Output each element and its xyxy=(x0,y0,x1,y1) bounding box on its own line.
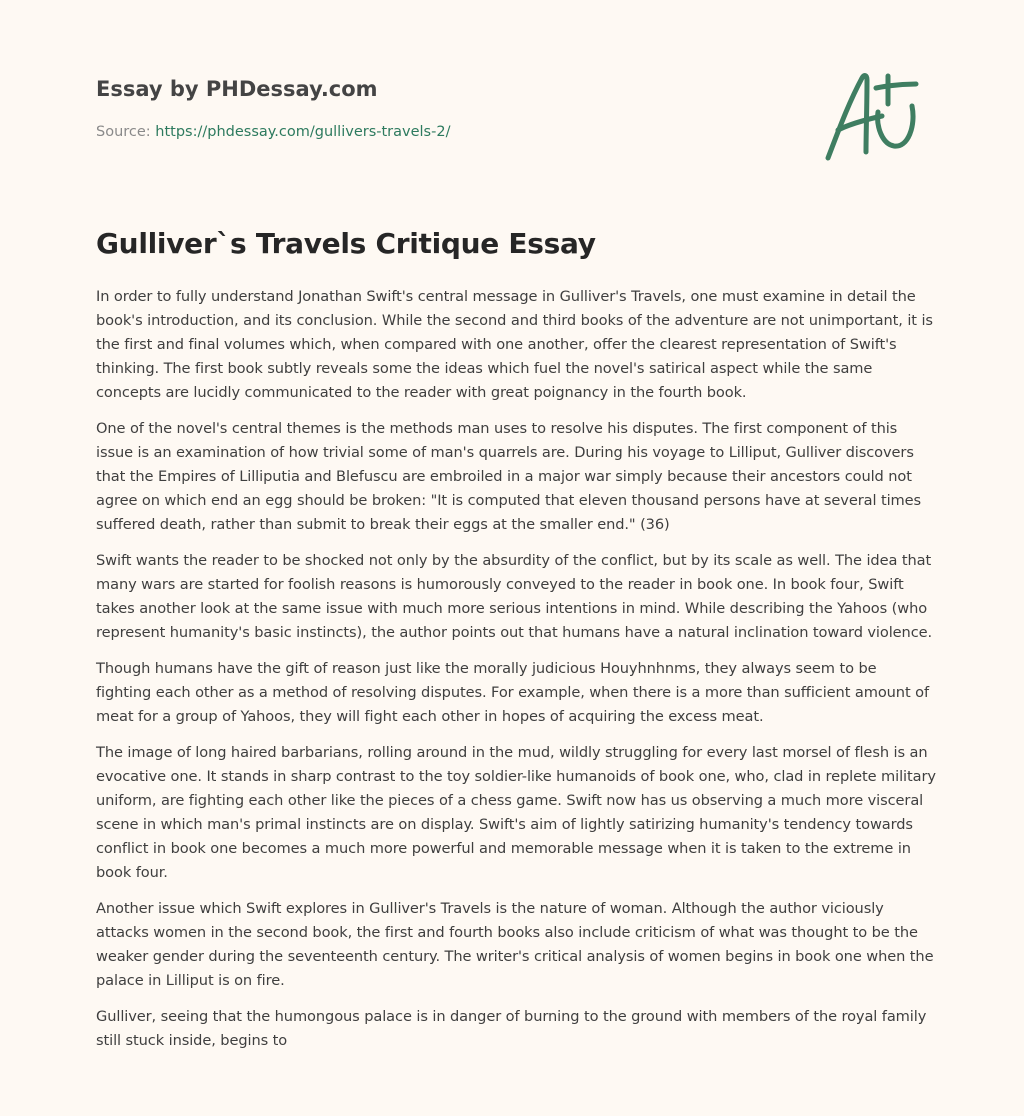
essay-paragraph: In order to fully understand Jonathan Swift's central message in Gulliver's Travels, one must examine in detail the book's introduction, and its conclusion. While the second and third books of the adventure are not unimportant, it is the first and final volumes which, when compared with one another, offer the clearest representation of Swift's thinking. The first book subtly reveals some the ideas which fuel the novel's satirical aspect while the same concepts are lucidly communicated to the reader with great poignancy in the fourth book. xyxy=(96,288,933,401)
site-brand: Essay by PHDessay.com xyxy=(96,77,378,101)
essay-paragraph: Though humans have the gift of reason just like the morally judicious Houyhnhnms, they always seem to be fighting each other as a method of resolving disputes. For example, when there is a more than sufficient amount of meat for a group of Yahoos, they will fight each other in hopes of acquiring the excess meat. xyxy=(96,660,929,725)
essay-paragraph: Another issue which Swift explores in Gulliver's Travels is the nature of woman. Although the author viciously attacks women in the second book, the first and fourth books also include criticism of what was thought to be the weaker gender during the seventeenth century. The writer's critical analysis of women begins in book one when the palace in Lilliput is on fire. xyxy=(96,900,934,989)
a-plus-logo-icon xyxy=(820,66,930,166)
essay-paragraph: Gulliver, seeing that the humongous palace is in danger of burning to the ground with members of the royal family still stuck inside, begins to xyxy=(96,1008,927,1049)
essay-paragraph: The image of long haired barbarians, rolling around in the mud, wildly struggling for every last morsel of flesh is an evocative one. It stands in sharp contrast to the toy soldier-like humanoids of book one, who, clad in replete military uniform, are fighting each other like the pieces of a chess game. Swift now has us observing a much more visceral scene in which man's primal instincts are on display. Swift's aim of lightly satirizing humanity's tendency towards conflict in book one becomes a much more powerful and memorable message when it is taken to the extreme in book four. xyxy=(96,744,936,881)
source-label: Source: xyxy=(96,124,151,140)
essay-title: Gulliver`s Travels Critique Essay xyxy=(96,227,596,260)
essay-paragraph: One of the novel's central themes is the methods man uses to resolve his disputes. The first component of this issue is an examination of how trivial some of man's quarrels are. During his voyage to Lilliput, Gulliver discovers that the Empires of Lilliputia and Blefuscu are embroiled in a major war simply because their ancestors could not agree on which end an egg should be broken: "It is computed that eleven thousand persons have at several times suffered death, rather than submit to break their eggs at the smaller end." (36) xyxy=(96,420,922,533)
essay-paragraph: Swift wants the reader to be shocked not only by the absurdity of the conflict, but by its scale as well. The idea that many wars are started for foolish reasons is humorously conveyed to the reader in book one. In book four, Swift takes another look at the same issue with much more serious intentions in mind. While describing the Yahoos (who represent humanity's basic instincts), the author points out that humans have a natural inclination toward violence. xyxy=(96,552,933,641)
essay-header xyxy=(96,74,796,142)
essay-body xyxy=(96,285,936,1065)
source-line xyxy=(96,122,796,142)
source-link[interactable]: https://phdessay.com/gullivers-travels-2/ xyxy=(155,124,451,140)
